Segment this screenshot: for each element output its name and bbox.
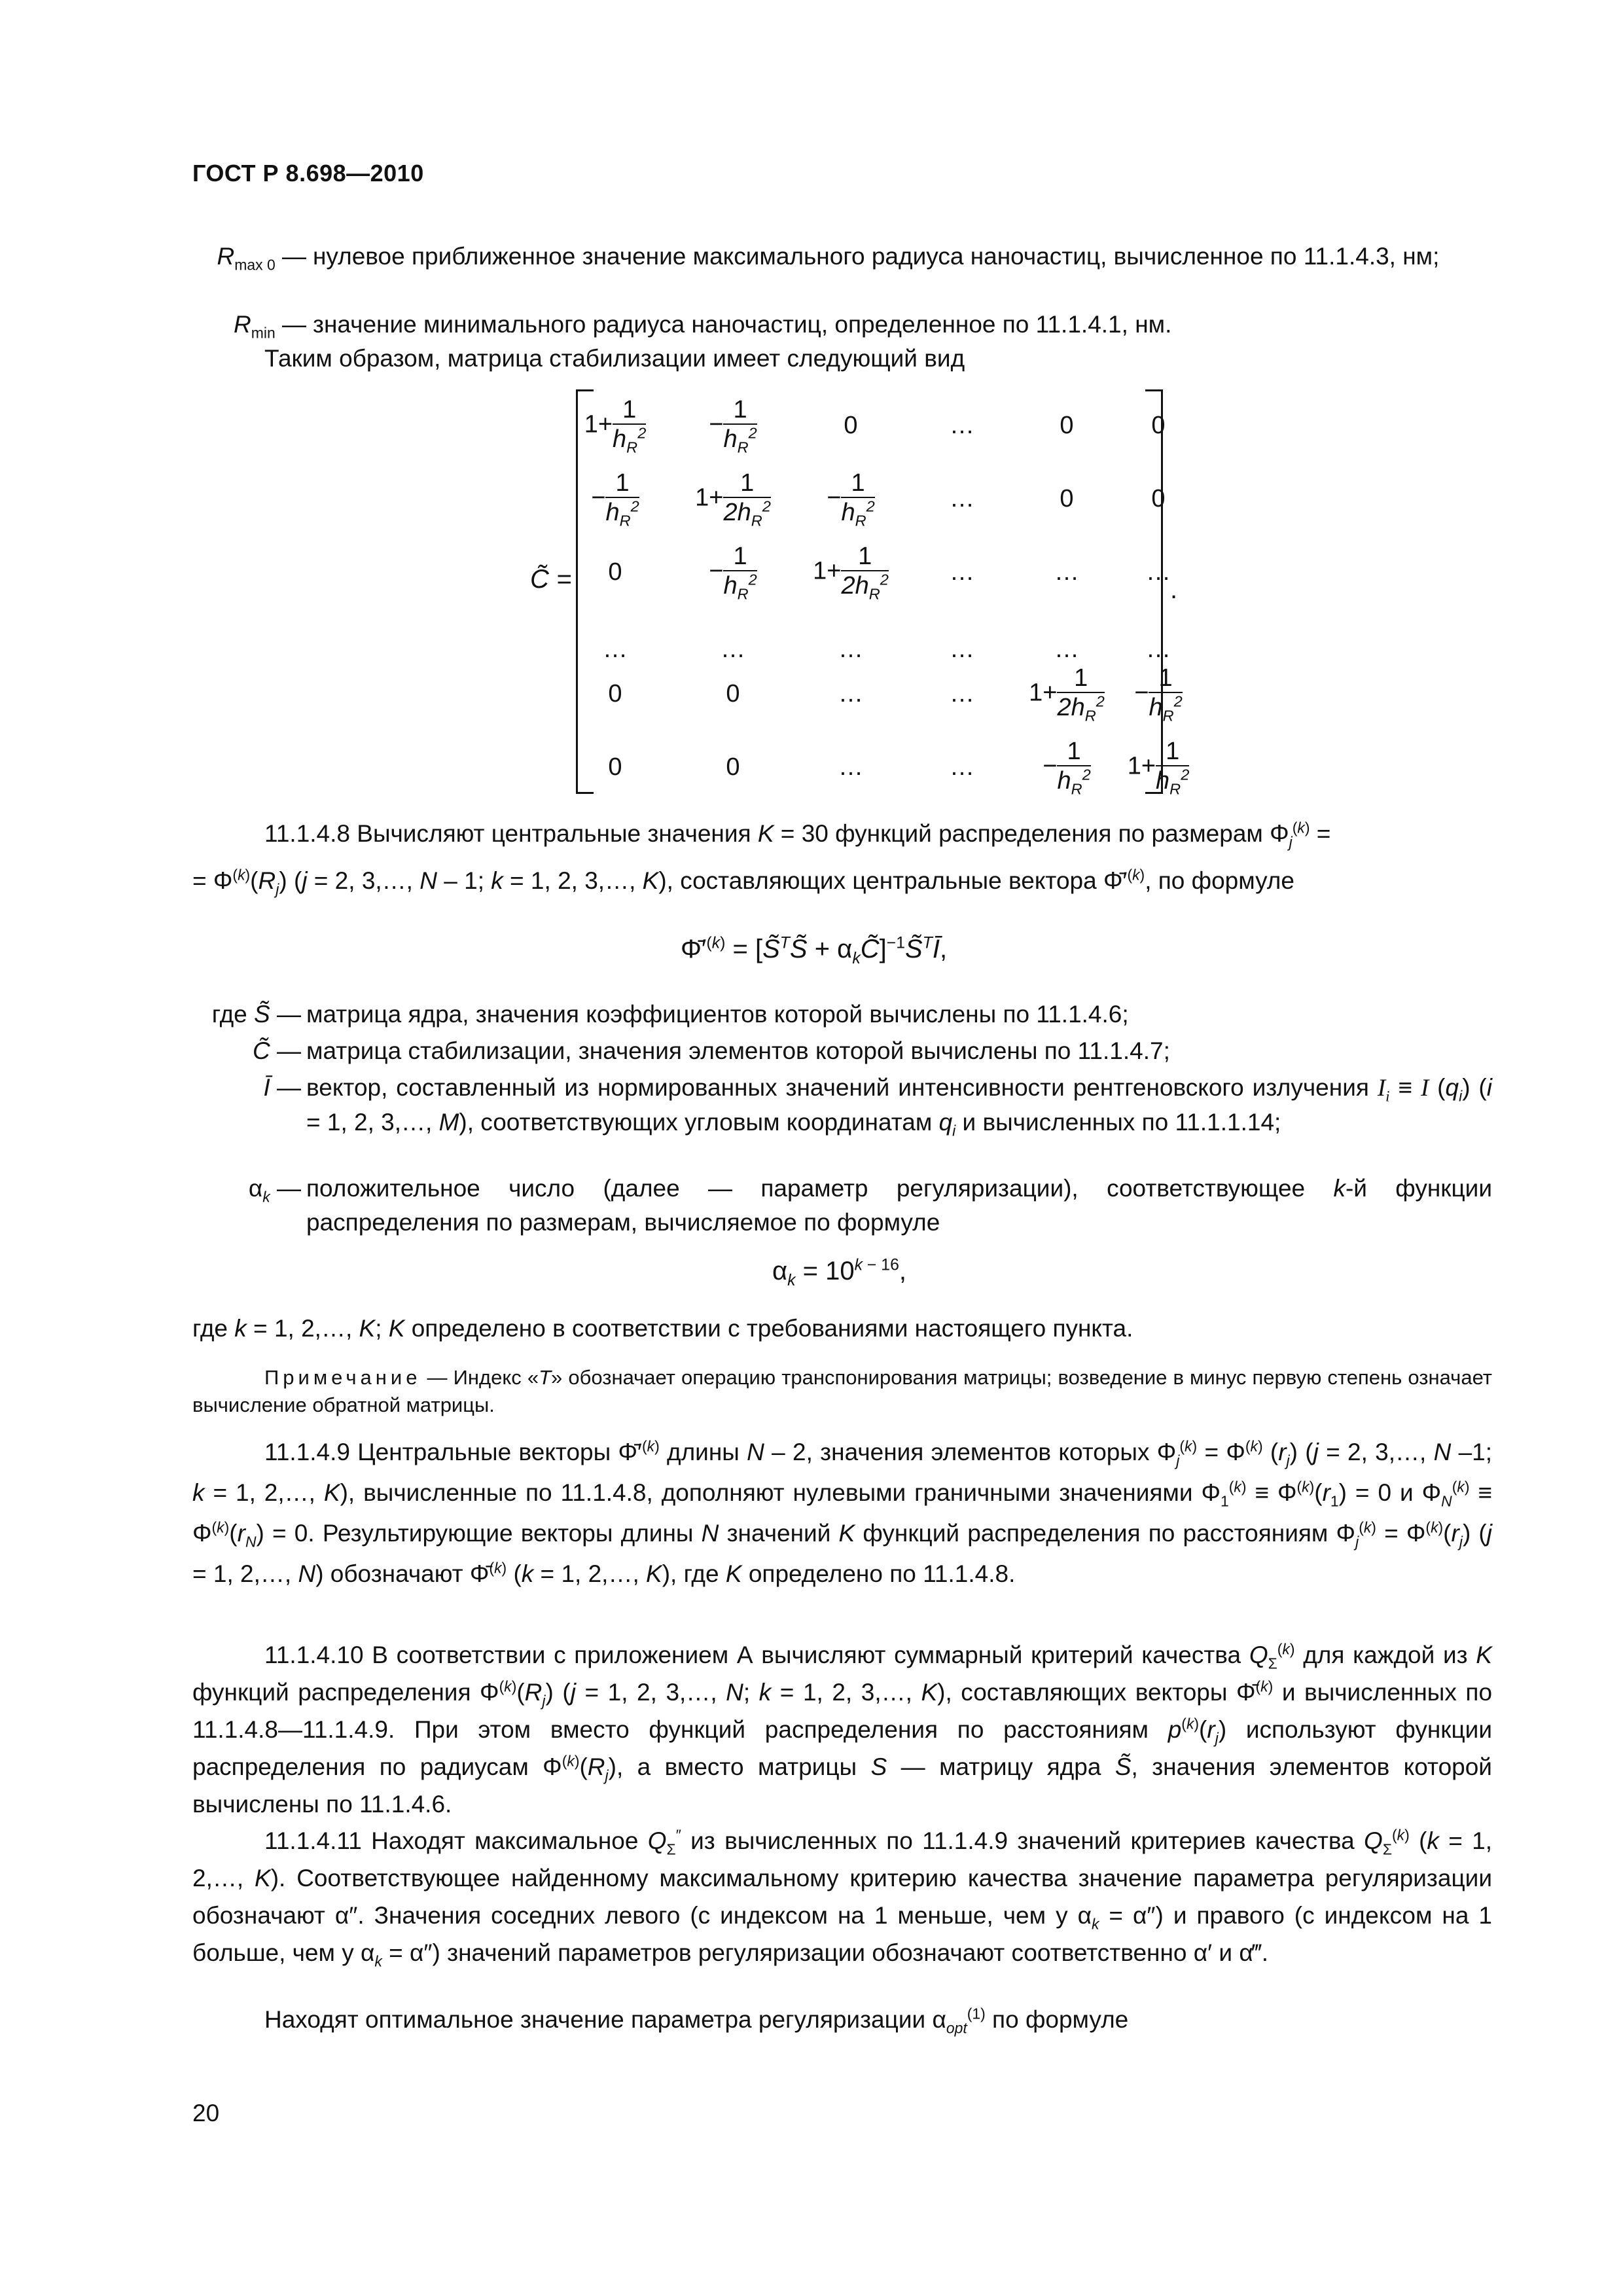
para-11148-line2: = $\Phi^{(k)}(R_j) (j = 2$, 3,…, N – 1; k = 1, 2, 3,…, K), составляющих центральные вектора $\Phī'^{(k)}$, по формуле xyxy=(192,866,1294,898)
matrix-cell: … xyxy=(1146,558,1171,586)
para-111410: 11.1.4.10 В соответствии с приложением А вычисляют суммарный критерий качества $Q_\Sigma^{(k)}$ для каждой из K функций распределения $\Phi^{(k)}(R_j) (j = 1$, 2, 3,…, N; k = 1, 2, 3,…, K), составляющих векторы Φ̄$^{(k)}$ и вычисленных по 11.1.4.8—11.1.4.9. При этом вместо функций распределения по расстояниям $p^{(k)}(r_j)$ используют функции распределения по радиусам $\Phi^{(k)}(R_j)$, а вместо матрицы S — матрицу ядра S̃, значения элементов которой вычислены по 11.1.4.6. xyxy=(192,1640,1493,1818)
matrix-cell: 1+ $\frac{1}{2h_R^2}$ xyxy=(695,469,771,529)
matrix-cell: 0 xyxy=(726,753,740,781)
para-11149: 11.1.4.9 Центральные векторы $\Phī'^{(k)}$ длины N – 2, значения элементов которых $\Phi_j^{(k)} = \Phi^{(k)}$ $(r_j) (j = 2$, 3,…, N –1; k = 1, 2,…, K), вычисленные по 11.1.4.8, дополняют нулевыми граничными значениями $\Phi_1^{(k)} \equiv \Phi^{(k)}(r_1) = 0$ и $\Phi_N^{(k)} \equiv \Phi^{(k)}(r_N) = 0$. Результирующие векторы длины N значений K функций распределения по расстояниям $\Phi_j^{(k)} = \Phi^{(k)}(r_j) (j = 1$, 2,…, N) обозначают Φ̄$^{(k)}$ (k = 1, 2,…, K), где K определено по 11.1.4.8. xyxy=(192,1437,1493,1587)
term-s-tilde: где S̃ — xyxy=(211,1001,301,1028)
stabilization-matrix xyxy=(530,389,1191,798)
matrix-cell: 0 xyxy=(1151,412,1166,439)
term-rmin: $R_{min}$ — xyxy=(234,311,306,342)
matrix-cell: − $\frac{1}{h_R^2}$ xyxy=(1134,664,1183,725)
matrix-cell: 0 xyxy=(726,680,740,708)
matrix-cell: … xyxy=(603,636,628,663)
matrix-cell: 0 xyxy=(844,412,858,439)
matrix-cell: − $\frac{1}{h_R^2}$ xyxy=(709,543,757,603)
matrix-cell: − $\frac{1}{h_R^2}$ xyxy=(1043,738,1091,798)
term-i-vector: Ī — xyxy=(263,1074,301,1101)
para-11148-line1: 11.1.4.8 Вычисляют центральные значения K = 30 функций распределения по размерам $\Phi_j^{(k)}$ = xyxy=(264,819,1331,851)
matrix-cell: 0 xyxy=(608,753,622,781)
matrix-cell: … xyxy=(950,412,974,439)
definition-i-vector: вектор, составленный из нормированных значений интенсивности рентгеновского излучения $I_i \equiv I$ $(q_i) (i = 1$, 2, 3,…, M), соответствующих угловым координатам $q_i$ и вычисленных по 11.1.1.14; xyxy=(306,1074,1492,1139)
para-optimal-alpha: Находят оптимальное значение параметра регуляризации $\alpha_{opt}^{(1)}$ по формуле xyxy=(264,2005,1129,2037)
matrix-cell: … xyxy=(838,680,863,708)
matrix-cell: … xyxy=(950,680,974,708)
matrix-cell: … xyxy=(721,636,745,663)
matrix-cell: 1+ $\frac{1}{h_R^2}$ xyxy=(1127,738,1190,798)
matrix-cell: 1+ $\frac{1}{h_R^2}$ xyxy=(584,396,647,456)
matrix-end-mark: . xyxy=(1170,575,1178,604)
matrix-cell: 0 xyxy=(608,558,622,586)
matrix-cell: 0 xyxy=(1151,485,1166,512)
matrix-cell: 0 xyxy=(1060,412,1074,439)
definition-rmin: значение минимального радиуса наночастиц, определенное по 11.1.4.1, нм. xyxy=(313,311,1172,338)
note-label: Примечание xyxy=(264,1366,421,1389)
where-k-definition: где k = 1, 2,…, K; K определено в соответствии с требованиями настоящего пункта. xyxy=(192,1315,1133,1342)
term-c-tilde: C̃ — xyxy=(252,1037,301,1064)
definition-alpha-k: положительное число (далее — параметр регуляризации), соответствующее k-й функции распределения по размерам, вычисляемое по формуле xyxy=(306,1175,1492,1236)
matrix-cell: − $\frac{1}{h_R^2}$ xyxy=(591,469,639,529)
matrix-label: C̃ = xyxy=(530,565,572,594)
para-111411: 11.1.4.11 Находят максимальное $Q_\Sigma''$ из вычисленных по 11.1.4.9 значений критериев качества $Q_\Sigma^{(k)}$ (k = 1, 2,…, K). Соответствующее найденному максимальному критерию качества значение параметра регуляризации обозначают α″. Значения соседних левого (с индексом на 1 меньше, чем у $\alpha_k = \alpha''$) и правого (с индексом на 1 больше, чем у $\alpha_k = \alpha''$) значений параметров регуляризации обозначают соответственно α′ и α‴. xyxy=(192,1826,1492,1970)
matrix-cell: … xyxy=(1054,558,1079,586)
matrix-cell: … xyxy=(1054,636,1079,663)
matrix-cell: … xyxy=(950,636,974,663)
matrix-cell: 1+ $\frac{1}{2h_R^2}$ xyxy=(813,543,889,603)
matrix-cell: … xyxy=(838,753,863,781)
matrix-intro: Таким образом, матрица стабилизации имеет следующий вид xyxy=(264,345,965,372)
matrix-cell: … xyxy=(950,753,974,781)
note-text: — Индекс «T» обозначает операцию транспонирования матрицы; возведение в минус первую степень означает вычисление обратной матрицы. xyxy=(192,1366,1492,1416)
matrix-cell: … xyxy=(1146,636,1171,663)
term-rmax0: $R_{max 0}$ — xyxy=(217,243,306,274)
matrix-cell: 1+ $\frac{1}{2h_R^2}$ xyxy=(1029,664,1105,725)
matrix-cell: … xyxy=(950,485,974,512)
matrix-cell: 0 xyxy=(608,680,622,708)
definition-rmax0: нулевое приближенное значение максимального радиуса наночастиц, вычисленное по 11.1.4.3, нм; xyxy=(313,243,1440,270)
document-code-header: ГОСТ Р 8.698—2010 xyxy=(192,160,424,187)
matrix-cell: … xyxy=(838,636,863,663)
definition-c-tilde: матрица стабилизации, значения элементов которой вычислены по 11.1.4.7; xyxy=(306,1037,1170,1064)
matrix-cell: … xyxy=(950,558,974,586)
formula-phi-prime: $\Phī'^{(k)}$ = [S̃$^T$S̃ + $\alpha_kC̃]^{-1}S̃^TĪ$, xyxy=(681,934,948,967)
matrix-cell: − $\frac{1}{h_R^2}$ xyxy=(709,396,757,456)
definition-s-tilde: матрица ядра, значения коэффициентов которой вычислены по 11.1.4.6; xyxy=(306,1001,1129,1028)
formula-alpha-k: $\alpha_k = 10^{k - 16}$, xyxy=(772,1256,906,1289)
matrix-cell: 0 xyxy=(1060,485,1074,512)
page-number: 20 xyxy=(192,2100,220,2126)
matrix-cell: − $\frac{1}{h_R^2}$ xyxy=(827,469,875,529)
note-transpose xyxy=(192,1364,1492,1419)
term-alpha-k: $\alpha_k$ — xyxy=(248,1175,301,1206)
